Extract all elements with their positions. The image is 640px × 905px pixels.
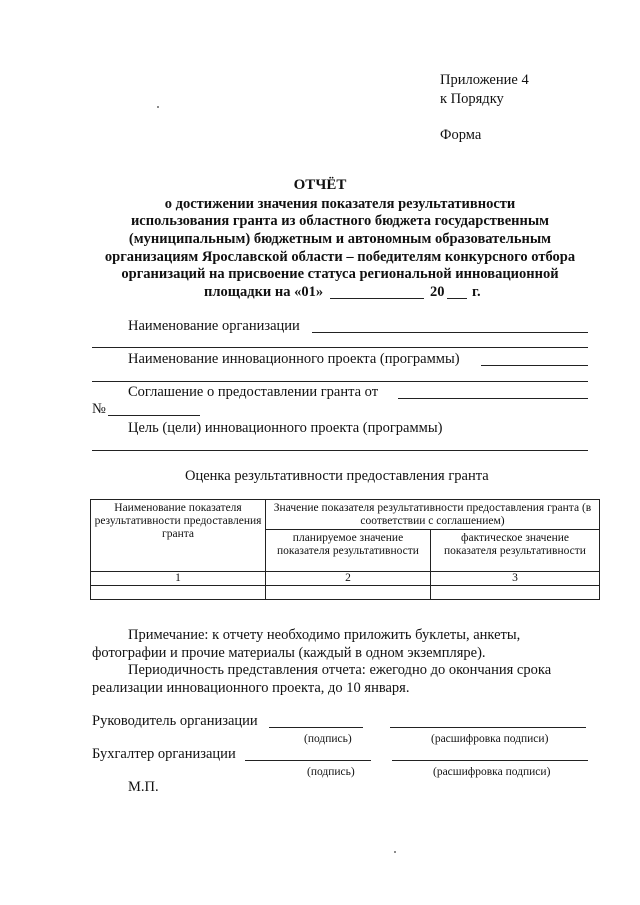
project-name-blank [481,365,588,366]
title-line-5: организаций на присвоение статуса региональной инновационной [121,266,559,282]
accountant-signature-caption: (подпись) [307,766,355,778]
org-name-label: Наименование организации [128,318,300,334]
head-signature-blank [269,727,363,728]
title-date-prefix: площадки на «01» [204,284,324,300]
title-line-1: о достижении значения показателя результативности [164,196,516,212]
col-number-1: 1 [91,572,266,586]
date-year-blank [447,298,467,299]
title-line-4: организациям Ярославской области – победителям конкурсного отбора [104,249,576,265]
table-row-empty-3 [431,586,600,600]
org-name-blank-2 [92,347,588,348]
head-decoding-blank [390,727,586,728]
note-2-line-1: Периодичность представления отчета: ежегодно до окончания срока [128,662,552,678]
title-line-2: использования гранта из областного бюджета государственным [130,213,550,229]
col1-header: Наименование показателя результативности предоставления гранта [91,500,266,572]
table-row-empty-2 [266,586,431,600]
head-decoding-caption: (расшифровка подписи) [431,733,549,745]
scan-speck [394,851,396,853]
title-line-3: (муниципальным) бюджетным и автономным образовательным [128,231,552,247]
evaluation-title: Оценка результативности предоставления гранта [185,468,489,484]
note-2-line-2: реализации инновационного проекта, до 10 января. [92,680,410,696]
scan-speck [157,106,159,108]
title-date-year: 20 [430,284,445,300]
org-name-blank [312,332,588,333]
agreement-date-blank [398,398,588,399]
project-name-label: Наименование инновационного проекта (программы) [128,351,460,367]
order-label: к Порядку [440,91,504,107]
head-signature-label: Руководитель организации [92,713,258,729]
results-table [90,499,600,600]
table-row-empty-1 [91,586,266,600]
note-1-line-1: Примечание: к отчету необходимо приложить буклеты, анкеты, [128,627,521,643]
col-number-3: 3 [431,572,600,586]
date-month-blank [330,298,424,299]
accountant-decoding-caption: (расшифровка подписи) [433,766,551,778]
accountant-signature-blank [245,760,371,761]
title-date-suffix: г. [472,284,481,300]
agreement-number-blank [108,415,200,416]
number-sign: № [92,401,106,417]
col3-header: фактическое значение показателя результативности [431,530,600,572]
report-heading: ОТЧЁТ [293,177,347,193]
col2-header: планируемое значение показателя результативности [266,530,431,572]
accountant-decoding-blank [392,760,588,761]
head-signature-caption: (подпись) [304,733,352,745]
appendix-label: Приложение 4 [440,72,529,88]
project-name-blank-2 [92,381,588,382]
col-number-2: 2 [266,572,431,586]
goal-blank [92,450,588,451]
agreement-label: Соглашение о предоставлении гранта от [128,384,379,400]
form-label: Форма [440,127,482,143]
seal-label: М.П. [128,779,159,795]
accountant-signature-label: Бухгалтер организации [92,746,236,762]
goal-label: Цель (цели) инновационного проекта (программы) [128,420,443,436]
note-1-line-2: фотографии и прочие материалы (каждый в одном экземпляре). [92,645,486,661]
group-header: Значение показателя результативности предоставления гранта (в соответствии с соглашением) [266,500,600,530]
